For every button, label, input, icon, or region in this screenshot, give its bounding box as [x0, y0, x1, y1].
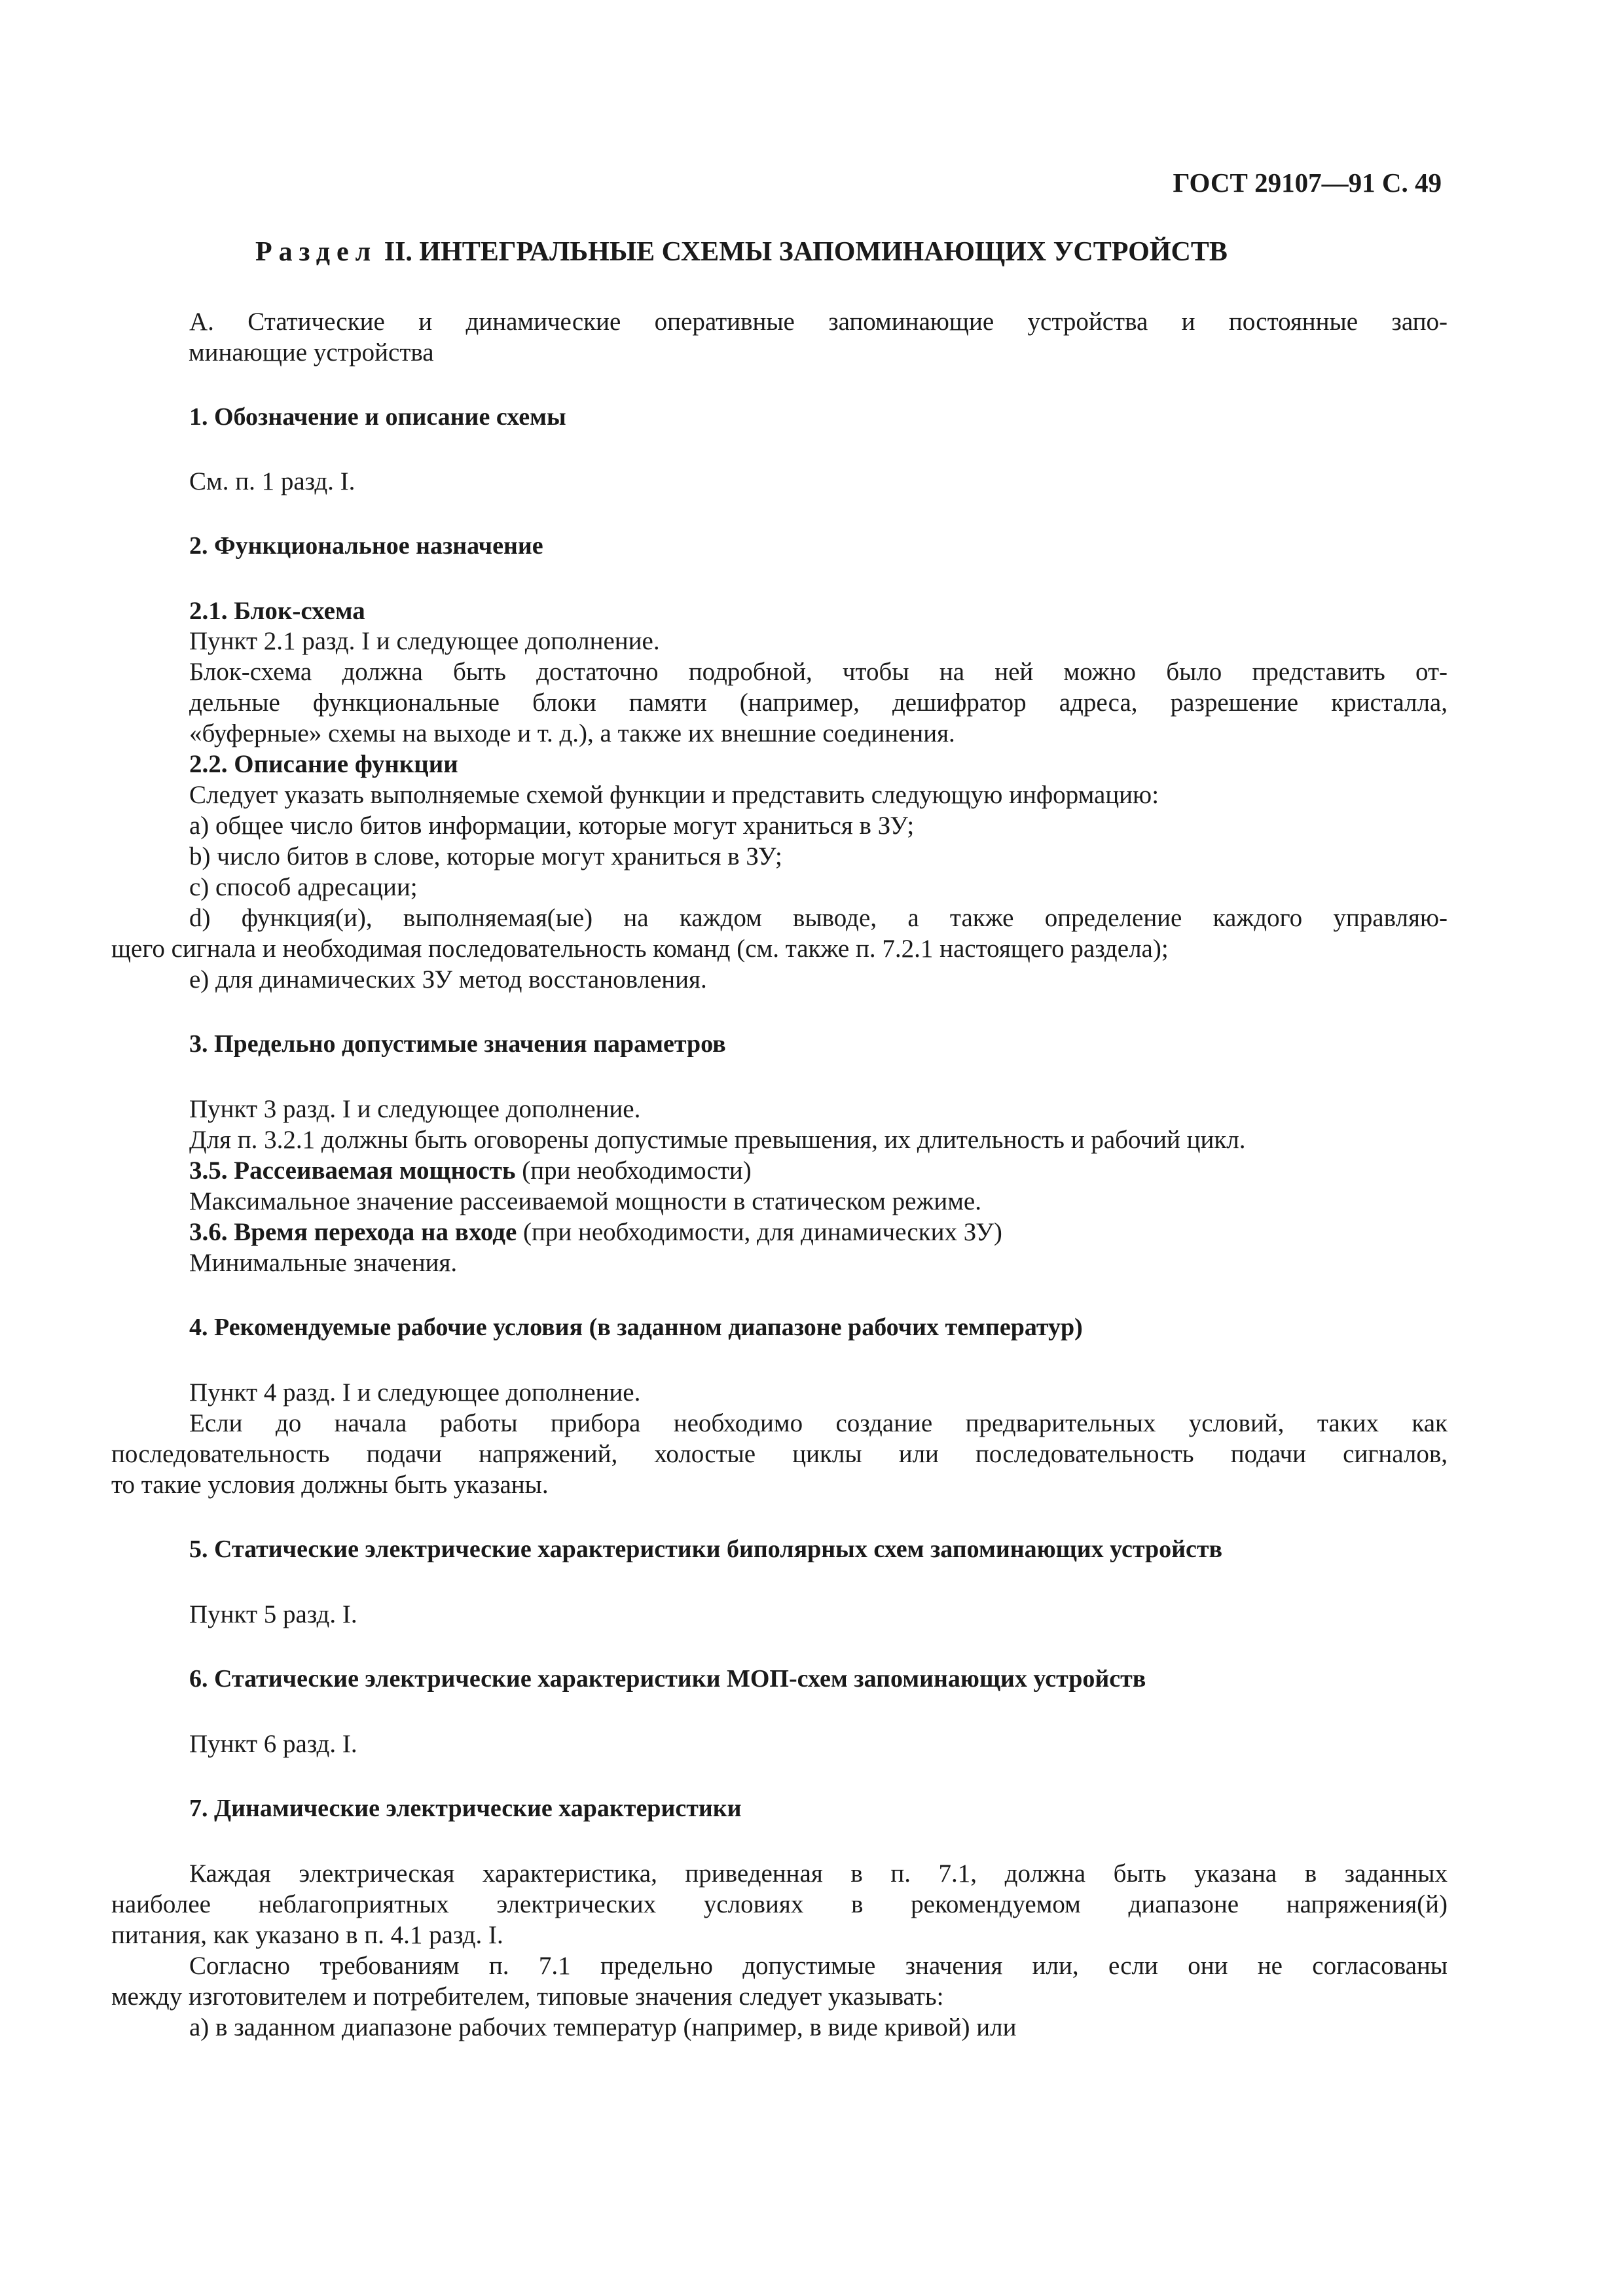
s7-p2-line2: между изготовителем и потребителем, типовые значения следует указывать:: [111, 1982, 944, 2011]
s2-2-heading: 2.2. Описание функции: [189, 750, 458, 778]
s2-2-item-d-line1: d) функция(и), выполняемая(ые) на каждом выводе, а также определение каждого управляю-: [189, 904, 1448, 932]
s7-p2-line1: Согласно требованиям п. 7.1 предельно допустимые значения или, если они не согласованы: [189, 1952, 1448, 1980]
section-title: [255, 237, 1228, 268]
s3-5-text: Максимальное значение рассеиваемой мощности в статическом режиме.: [189, 1187, 981, 1215]
s2-2-item-a: a) общее число битов информации, которые могут храниться в ЗУ;: [189, 812, 915, 840]
section-heading: II. ИНТЕГРАЛЬНЫЕ СХЕМЫ ЗАПОМИНАЮЩИХ УСТРОЙСТВ: [384, 237, 1228, 267]
s2-2-item-e: e) для динамических ЗУ метод восстановления.: [189, 965, 707, 994]
s3-5-heading: 3.5. Рассеиваемая мощность: [189, 1157, 516, 1185]
s2-1-p2-line1: Блок-схема должна быть достаточно подробной, чтобы на ней можно было представить от-: [189, 658, 1448, 686]
s3-line1: Пункт 3 разд. I и следующее дополнение.: [189, 1095, 641, 1123]
s2-1-heading: 2.1. Блок-схема: [189, 597, 365, 625]
s4-p-line3: то такие условия должны быть указаны.: [111, 1471, 549, 1499]
s2-1-p2-line2: дельные функциональные блоки памяти (например, дешифратор адреса, разрешение кристалла,: [189, 689, 1448, 717]
s4-p-line1: Если до начала работы прибора необходимо создание предварительных условий, таких как: [189, 1409, 1448, 1437]
intro-line2-text: минающие устройства: [189, 338, 434, 367]
page-header: ГОСТ 29107—91 С. 49: [1173, 168, 1442, 198]
s7-item-a: а) в заданном диапазоне рабочих температур (например, в виде кривой) или: [189, 2013, 1017, 2041]
s7-p1-line3: питания, как указано в п. 4.1 разд. I.: [111, 1921, 503, 1949]
s3-5-note: (при необходимости): [515, 1157, 752, 1185]
s5-heading: 5. Статические электрические характеристики биполярных схем запоминающих устройств: [189, 1535, 1223, 1563]
s3-5-line: [189, 1155, 1448, 1186]
s5-text: Пункт 5 разд. I.: [189, 1600, 357, 1628]
s4-p-line2: последовательность подачи напряжений, холостые циклы или последовательность подачи сигналов,: [111, 1440, 1448, 1468]
s4-line1: Пункт 4 разд. I и следующее дополнение.: [189, 1378, 641, 1407]
s7-p1-line1: Каждая электрическая характеристика, приведенная в п. 7.1, должна быть указана в заданных: [189, 1859, 1448, 1888]
section-label: Раздел: [255, 237, 378, 267]
s2-2-item-b: b) число битов в слове, которые могут храниться в ЗУ;: [189, 842, 782, 870]
s6-text: Пункт 6 разд. I.: [189, 1730, 357, 1758]
s2-1-line1: Пункт 2.1 разд. I и следующее дополнение.: [189, 627, 660, 655]
s2-1-p2-line3: «буферные» схемы на выходе и т. д.), а также их внешние соединения.: [189, 719, 955, 747]
s2-2-item-d-line2: щего сигнала и необходимая последовательность команд (см. также п. 7.2.1 настоящего раздела);: [111, 935, 1169, 963]
s7-p1-line2: наиболее неблагоприятных электрических условиях в рекомендуемом диапазоне напряжения(й): [111, 1890, 1448, 1918]
s3-6-heading: 3.6. Время перехода на входе: [189, 1218, 517, 1246]
s7-heading: 7. Динамические электрические характеристики: [189, 1795, 742, 1822]
s3-6-note: (при необходимости, для динамических ЗУ): [517, 1218, 1002, 1246]
intro-line1-text: А. Статические и динамические оперативные запоминающие устройства и постоянные запо-: [189, 308, 1448, 336]
s3-line2: Для п. 3.2.1 должны быть оговорены допустимые превышения, их длительность и рабочий цикл.: [189, 1126, 1246, 1154]
s2-2-item-c: c) способ адресации;: [189, 873, 418, 901]
s4-heading: 4. Рекомендуемые рабочие условия (в заданном диапазоне рабочих температур): [189, 1314, 1083, 1341]
s3-6-line: [189, 1217, 1448, 1247]
s2-heading: 2. Функциональное назначение: [189, 532, 543, 560]
s1-heading: 1. Обозначение и описание схемы: [189, 403, 566, 431]
s6-heading: 6. Статические электрические характеристики МОП-схем запоминающих устройств: [189, 1665, 1146, 1693]
s3-6-text: Минимальные значения.: [189, 1249, 458, 1277]
s2-2-intro: Следует указать выполняемые схемой функции и представить следующую информацию:: [189, 781, 1159, 809]
s3-heading: 3. Предельно допустимые значения параметров: [189, 1030, 726, 1058]
s1-text: См. п. 1 разд. I.: [189, 467, 356, 495]
